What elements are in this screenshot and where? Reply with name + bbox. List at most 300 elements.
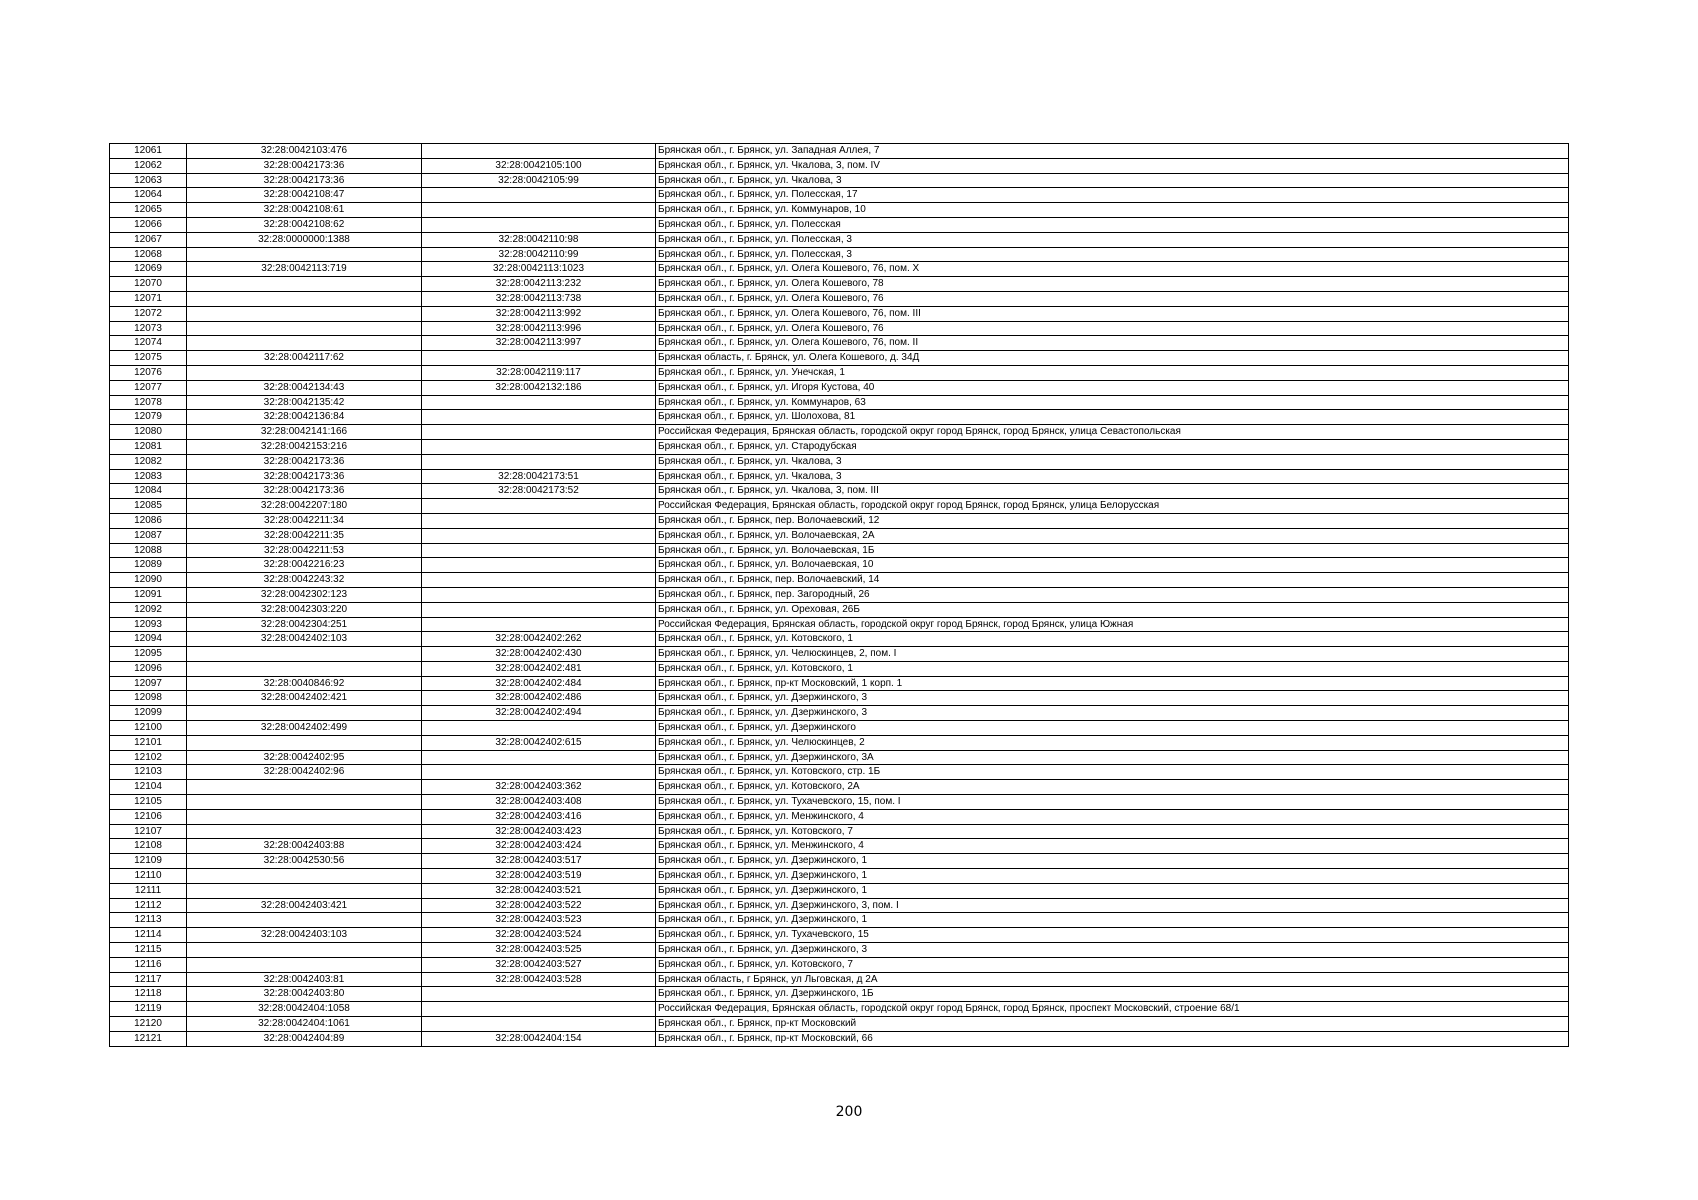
table-row: [110, 839, 1569, 854]
row-number-cell: 12105: [110, 795, 187, 810]
building-cadastral-number-cell: 32:28:0042402:481: [422, 661, 656, 676]
building-cadastral-number-cell: [422, 351, 656, 366]
table-row: [110, 173, 1569, 188]
table-row: [110, 351, 1569, 366]
row-number-cell: 12069: [110, 262, 187, 277]
building-cadastral-number-cell: 32:28:0042403:522: [422, 898, 656, 913]
address-cell: Брянская обл., г. Брянск, ул. Дзержинского, 1: [656, 854, 1569, 869]
land-cadastral-number-cell: 32:28:0042173:36: [187, 469, 422, 484]
row-number-cell: 12075: [110, 351, 187, 366]
address-cell: Брянская область, г Брянск, ул Льговская, д 2А: [656, 972, 1569, 987]
address-cell: Брянская обл., г. Брянск, ул. Дзержинского, 3: [656, 943, 1569, 958]
land-cadastral-number-cell: 32:28:0042404:89: [187, 1031, 422, 1046]
land-cadastral-number-cell: [187, 824, 422, 839]
building-cadastral-number-cell: 32:28:0042105:99: [422, 173, 656, 188]
table-row: [110, 1002, 1569, 1017]
row-number-cell: 12097: [110, 676, 187, 691]
row-number-cell: 12100: [110, 721, 187, 736]
row-number-cell: 12094: [110, 632, 187, 647]
land-cadastral-number-cell: 32:28:0042141:166: [187, 425, 422, 440]
table-row: [110, 232, 1569, 247]
row-number-cell: 12090: [110, 573, 187, 588]
row-number-cell: 12096: [110, 661, 187, 676]
land-cadastral-number-cell: [187, 706, 422, 721]
table-row: [110, 558, 1569, 573]
row-number-cell: 12120: [110, 1017, 187, 1032]
building-cadastral-number-cell: [422, 987, 656, 1002]
row-number-cell: 12095: [110, 647, 187, 662]
land-cadastral-number-cell: 32:28:0042403:103: [187, 928, 422, 943]
row-number-cell: 12110: [110, 869, 187, 884]
building-cadastral-number-cell: 32:28:0042132:186: [422, 380, 656, 395]
row-number-cell: 12079: [110, 410, 187, 425]
land-cadastral-number-cell: 32:28:0042108:61: [187, 203, 422, 218]
land-cadastral-number-cell: 32:28:0042402:499: [187, 721, 422, 736]
address-cell: Брянская обл., г. Брянск, ул. Котовского, 7: [656, 824, 1569, 839]
building-cadastral-number-cell: [422, 454, 656, 469]
building-cadastral-number-cell: 32:28:0042113:232: [422, 277, 656, 292]
table-row: [110, 454, 1569, 469]
land-cadastral-number-cell: 32:28:0042153:216: [187, 439, 422, 454]
table-row: [110, 809, 1569, 824]
address-cell: Брянская обл., г. Брянск, ул. Тухачевского, 15, пом. I: [656, 795, 1569, 810]
address-cell: Брянская обл., г. Брянск, ул. Полесская, 17: [656, 188, 1569, 203]
building-cadastral-number-cell: 32:28:0042173:52: [422, 484, 656, 499]
land-cadastral-number-cell: 32:28:0042243:32: [187, 573, 422, 588]
address-cell: Брянская обл., г. Брянск, ул. Чкалова, 3: [656, 469, 1569, 484]
land-cadastral-number-cell: 32:28:0042113:719: [187, 262, 422, 277]
land-cadastral-number-cell: 32:28:0042173:36: [187, 484, 422, 499]
building-cadastral-number-cell: 32:28:0042402:262: [422, 632, 656, 647]
land-cadastral-number-cell: 32:28:0042403:88: [187, 839, 422, 854]
table-row: [110, 336, 1569, 351]
row-number-cell: 12061: [110, 144, 187, 159]
building-cadastral-number-cell: 32:28:0042110:98: [422, 232, 656, 247]
land-cadastral-number-cell: [187, 365, 422, 380]
address-cell: Брянская обл., г. Брянск, ул. Дзержинского, 1: [656, 913, 1569, 928]
land-cadastral-number-cell: 32:28:0040846:92: [187, 676, 422, 691]
row-number-cell: 12107: [110, 824, 187, 839]
land-cadastral-number-cell: 32:28:0000000:1388: [187, 232, 422, 247]
building-cadastral-number-cell: [422, 587, 656, 602]
address-cell: Брянская обл., г. Брянск, ул. Менжинского, 4: [656, 839, 1569, 854]
land-cadastral-number-cell: [187, 735, 422, 750]
row-number-cell: 12065: [110, 203, 187, 218]
address-cell: Брянская обл., г. Брянск, ул. Коммунаров, 63: [656, 395, 1569, 410]
address-cell: Брянская обл., г. Брянск, пер. Волочаевский, 12: [656, 513, 1569, 528]
address-cell: Брянская обл., г. Брянск, ул. Дзержинского, 1: [656, 883, 1569, 898]
address-cell: Брянская обл., г. Брянск, ул. Олега Кошевого, 78: [656, 277, 1569, 292]
land-cadastral-number-cell: 32:28:0042404:1061: [187, 1017, 422, 1032]
table-row: [110, 913, 1569, 928]
table-row: [110, 735, 1569, 750]
row-number-cell: 12070: [110, 277, 187, 292]
building-cadastral-number-cell: 32:28:0042403:416: [422, 809, 656, 824]
table-row: [110, 395, 1569, 410]
address-cell: Российская Федерация, Брянская область, городской округ город Брянск, город Брянск, улица Белорусская: [656, 499, 1569, 514]
building-cadastral-number-cell: [422, 188, 656, 203]
land-cadastral-number-cell: 32:28:0042403:80: [187, 987, 422, 1002]
row-number-cell: 12121: [110, 1031, 187, 1046]
address-cell: Брянская обл., г. Брянск, ул. Котовского, 1: [656, 661, 1569, 676]
row-number-cell: 12086: [110, 513, 187, 528]
table-row: [110, 439, 1569, 454]
building-cadastral-number-cell: [422, 528, 656, 543]
address-cell: Брянская обл., г. Брянск, ул. Дзержинского, 3А: [656, 750, 1569, 765]
land-cadastral-number-cell: 32:28:0042207:180: [187, 499, 422, 514]
table-row: [110, 706, 1569, 721]
building-cadastral-number-cell: 32:28:0042403:525: [422, 943, 656, 958]
building-cadastral-number-cell: [422, 513, 656, 528]
table-row: [110, 721, 1569, 736]
row-number-cell: 12077: [110, 380, 187, 395]
land-cadastral-number-cell: 32:28:0042136:84: [187, 410, 422, 425]
address-cell: Брянская обл., г. Брянск, ул. Олега Кошевого, 76, пом. II: [656, 336, 1569, 351]
building-cadastral-number-cell: 32:28:0042105:100: [422, 158, 656, 173]
land-cadastral-number-cell: 32:28:0042103:476: [187, 144, 422, 159]
building-cadastral-number-cell: 32:28:0042403:517: [422, 854, 656, 869]
row-number-cell: 12064: [110, 188, 187, 203]
address-cell: Российская Федерация, Брянская область, городской округ город Брянск, город Брянск, улица Южная: [656, 617, 1569, 632]
row-number-cell: 12114: [110, 928, 187, 943]
land-cadastral-number-cell: 32:28:0042402:96: [187, 765, 422, 780]
building-cadastral-number-cell: [422, 410, 656, 425]
table-row: [110, 380, 1569, 395]
address-cell: Брянская обл., г. Брянск, ул. Челюскинцев, 2: [656, 735, 1569, 750]
row-number-cell: 12073: [110, 321, 187, 336]
building-cadastral-number-cell: 32:28:0042403:521: [422, 883, 656, 898]
address-cell: Российская Федерация, Брянская область, городской округ город Брянск, город Брянск, проспект Московский, строение 68/1: [656, 1002, 1569, 1017]
address-cell: Брянская обл., г. Брянск, ул. Полесская: [656, 217, 1569, 232]
table-row: [110, 277, 1569, 292]
address-cell: Брянская обл., г. Брянск, ул. Дзержинского, 3: [656, 706, 1569, 721]
table-row: [110, 1031, 1569, 1046]
table-row: [110, 854, 1569, 869]
row-number-cell: 12109: [110, 854, 187, 869]
table-row: [110, 780, 1569, 795]
address-cell: Брянская обл., г. Брянск, ул. Олега Кошевого, 76: [656, 291, 1569, 306]
land-cadastral-number-cell: 32:28:0042135:42: [187, 395, 422, 410]
row-number-cell: 12101: [110, 735, 187, 750]
building-cadastral-number-cell: [422, 395, 656, 410]
row-number-cell: 12099: [110, 706, 187, 721]
land-cadastral-number-cell: [187, 869, 422, 884]
address-cell: Брянская обл., г. Брянск, пр-кт Московский, 66: [656, 1031, 1569, 1046]
table-row: [110, 499, 1569, 514]
address-cell: Брянская обл., г. Брянск, ул. Шолохова, 81: [656, 410, 1569, 425]
building-cadastral-number-cell: 32:28:0042403:527: [422, 957, 656, 972]
row-number-cell: 12062: [110, 158, 187, 173]
table-row: [110, 765, 1569, 780]
table-row: [110, 617, 1569, 632]
row-number-cell: 12115: [110, 943, 187, 958]
land-cadastral-number-cell: [187, 913, 422, 928]
land-cadastral-number-cell: 32:28:0042117:62: [187, 351, 422, 366]
table-row: [110, 795, 1569, 810]
row-number-cell: 12103: [110, 765, 187, 780]
building-cadastral-number-cell: 32:28:0042402:430: [422, 647, 656, 662]
table-row: [110, 987, 1569, 1002]
row-number-cell: 12084: [110, 484, 187, 499]
row-number-cell: 12119: [110, 1002, 187, 1017]
table-row: [110, 1017, 1569, 1032]
address-cell: Брянская обл., г. Брянск, пер. Волочаевский, 14: [656, 573, 1569, 588]
building-cadastral-number-cell: [422, 543, 656, 558]
land-cadastral-number-cell: [187, 336, 422, 351]
building-cadastral-number-cell: 32:28:0042113:997: [422, 336, 656, 351]
building-cadastral-number-cell: 32:28:0042403:408: [422, 795, 656, 810]
table-row: [110, 469, 1569, 484]
row-number-cell: 12067: [110, 232, 187, 247]
table-row: [110, 188, 1569, 203]
land-cadastral-number-cell: [187, 883, 422, 898]
table-row: [110, 425, 1569, 440]
building-cadastral-number-cell: 32:28:0042113:738: [422, 291, 656, 306]
row-number-cell: 12071: [110, 291, 187, 306]
row-number-cell: 12118: [110, 987, 187, 1002]
address-cell: Брянская обл., г. Брянск, ул. Челюскинцев, 2, пом. I: [656, 647, 1569, 662]
land-cadastral-number-cell: 32:28:0042173:36: [187, 173, 422, 188]
table-row: [110, 824, 1569, 839]
address-cell: Брянская обл., г. Брянск, пер. Загородный, 26: [656, 587, 1569, 602]
building-cadastral-number-cell: [422, 765, 656, 780]
land-cadastral-number-cell: [187, 780, 422, 795]
land-cadastral-number-cell: 32:28:0042211:35: [187, 528, 422, 543]
address-cell: Брянская обл., г. Брянск, ул. Волочаевская, 1Б: [656, 543, 1569, 558]
building-cadastral-number-cell: [422, 721, 656, 736]
address-cell: Брянская область, г. Брянск, ул. Олега Кошевого, д. 34Д: [656, 351, 1569, 366]
address-cell: Брянская обл., г. Брянск, ул. Дзержинского, 3, пом. I: [656, 898, 1569, 913]
land-cadastral-number-cell: 32:28:0042402:421: [187, 691, 422, 706]
land-cadastral-number-cell: 32:28:0042403:421: [187, 898, 422, 913]
address-cell: Брянская обл., г. Брянск, ул. Ореховая, 26Б: [656, 602, 1569, 617]
building-cadastral-number-cell: 32:28:0042404:154: [422, 1031, 656, 1046]
table-row: [110, 158, 1569, 173]
building-cadastral-number-cell: 32:28:0042119:117: [422, 365, 656, 380]
row-number-cell: 12093: [110, 617, 187, 632]
table-row: [110, 410, 1569, 425]
row-number-cell: 12102: [110, 750, 187, 765]
building-cadastral-number-cell: [422, 425, 656, 440]
building-cadastral-number-cell: [422, 1017, 656, 1032]
land-cadastral-number-cell: 32:28:0042216:23: [187, 558, 422, 573]
land-cadastral-number-cell: 32:28:0042403:81: [187, 972, 422, 987]
address-cell: Брянская обл., г. Брянск, ул. Унечская, 1: [656, 365, 1569, 380]
table-row: [110, 602, 1569, 617]
row-number-cell: 12068: [110, 247, 187, 262]
land-cadastral-number-cell: 32:28:0042108:47: [187, 188, 422, 203]
address-cell: Брянская обл., г. Брянск, ул. Чкалова, 3, пом. III: [656, 484, 1569, 499]
land-cadastral-number-cell: 32:28:0042211:53: [187, 543, 422, 558]
land-cadastral-number-cell: 32:28:0042108:62: [187, 217, 422, 232]
building-cadastral-number-cell: 32:28:0042113:992: [422, 306, 656, 321]
building-cadastral-number-cell: 32:28:0042110:99: [422, 247, 656, 262]
address-cell: Брянская обл., г. Брянск, ул. Западная Аллея, 7: [656, 144, 1569, 159]
table-row: [110, 632, 1569, 647]
row-number-cell: 12098: [110, 691, 187, 706]
address-cell: Брянская обл., г. Брянск, ул. Дзержинского, 3: [656, 691, 1569, 706]
address-cell: Брянская обл., г. Брянск, ул. Игоря Кустова, 40: [656, 380, 1569, 395]
address-cell: Брянская обл., г. Брянск, ул. Котовского, 2А: [656, 780, 1569, 795]
land-cadastral-number-cell: [187, 247, 422, 262]
table-row: [110, 676, 1569, 691]
table-row: [110, 365, 1569, 380]
address-cell: Брянская обл., г. Брянск, ул. Дзержинского, 1Б: [656, 987, 1569, 1002]
address-cell: Брянская обл., г. Брянск, ул. Котовского, 1: [656, 632, 1569, 647]
building-cadastral-number-cell: 32:28:0042113:996: [422, 321, 656, 336]
address-cell: Брянская обл., г. Брянск, ул. Чкалова, 3: [656, 454, 1569, 469]
address-cell: Брянская обл., г. Брянск, ул. Тухачевского, 15: [656, 928, 1569, 943]
table-row: [110, 306, 1569, 321]
row-number-cell: 12082: [110, 454, 187, 469]
address-cell: Брянская обл., г. Брянск, ул. Волочаевская, 10: [656, 558, 1569, 573]
address-cell: Брянская обл., г. Брянск, ул. Полесская, 3: [656, 247, 1569, 262]
building-cadastral-number-cell: 32:28:0042402:615: [422, 735, 656, 750]
land-cadastral-number-cell: [187, 306, 422, 321]
building-cadastral-number-cell: [422, 750, 656, 765]
building-cadastral-number-cell: 32:28:0042403:519: [422, 869, 656, 884]
land-cadastral-number-cell: 32:28:0042304:251: [187, 617, 422, 632]
building-cadastral-number-cell: 32:28:0042173:51: [422, 469, 656, 484]
building-cadastral-number-cell: [422, 573, 656, 588]
table-row: [110, 957, 1569, 972]
row-number-cell: 12111: [110, 883, 187, 898]
land-cadastral-number-cell: [187, 943, 422, 958]
row-number-cell: 12087: [110, 528, 187, 543]
land-cadastral-number-cell: [187, 321, 422, 336]
row-number-cell: 12089: [110, 558, 187, 573]
building-cadastral-number-cell: [422, 602, 656, 617]
address-cell: Брянская обл., г. Брянск, пр-кт Московский, 1 корп. 1: [656, 676, 1569, 691]
land-cadastral-number-cell: [187, 809, 422, 824]
table-row: [110, 513, 1569, 528]
address-cell: Брянская обл., г. Брянск, ул. Дзержинского: [656, 721, 1569, 736]
row-number-cell: 12066: [110, 217, 187, 232]
table-row: [110, 943, 1569, 958]
land-cadastral-number-cell: 32:28:0042402:95: [187, 750, 422, 765]
table-row: [110, 883, 1569, 898]
building-cadastral-number-cell: [422, 144, 656, 159]
row-number-cell: 12113: [110, 913, 187, 928]
row-number-cell: 12106: [110, 809, 187, 824]
address-cell: Брянская обл., г. Брянск, ул. Коммунаров, 10: [656, 203, 1569, 218]
land-cadastral-number-cell: [187, 957, 422, 972]
table-row: [110, 898, 1569, 913]
building-cadastral-number-cell: 32:28:0042403:524: [422, 928, 656, 943]
table-row: [110, 750, 1569, 765]
building-cadastral-number-cell: [422, 203, 656, 218]
building-cadastral-number-cell: 32:28:0042403:528: [422, 972, 656, 987]
land-cadastral-number-cell: 32:28:0042173:36: [187, 158, 422, 173]
row-number-cell: 12072: [110, 306, 187, 321]
table-row: [110, 543, 1569, 558]
table-row: [110, 972, 1569, 987]
building-cadastral-number-cell: [422, 217, 656, 232]
address-cell: Брянская обл., г. Брянск, ул. Менжинского, 4: [656, 809, 1569, 824]
building-cadastral-number-cell: [422, 1002, 656, 1017]
land-cadastral-number-cell: 32:28:0042302:123: [187, 587, 422, 602]
address-cell: Брянская обл., г. Брянск, ул. Стародубская: [656, 439, 1569, 454]
address-cell: Брянская обл., г. Брянск, ул. Олега Кошевого, 76, пом. III: [656, 306, 1569, 321]
table-row: [110, 291, 1569, 306]
table-row: [110, 661, 1569, 676]
cadastral-register-table: [109, 143, 1569, 1047]
land-cadastral-number-cell: [187, 661, 422, 676]
table-row: [110, 484, 1569, 499]
building-cadastral-number-cell: 32:28:0042402:484: [422, 676, 656, 691]
address-cell: Брянская обл., г. Брянск, ул. Котовского, 7: [656, 957, 1569, 972]
address-cell: Брянская обл., г. Брянск, ул. Чкалова, 3: [656, 173, 1569, 188]
building-cadastral-number-cell: 32:28:0042402:486: [422, 691, 656, 706]
row-number-cell: 12117: [110, 972, 187, 987]
address-cell: Брянская обл., г. Брянск, ул. Олега Кошевого, 76: [656, 321, 1569, 336]
row-number-cell: 12074: [110, 336, 187, 351]
row-number-cell: 12092: [110, 602, 187, 617]
row-number-cell: 12076: [110, 365, 187, 380]
table-row: [110, 262, 1569, 277]
address-cell: Российская Федерация, Брянская область, городской округ город Брянск, город Брянск, улица Севастопольская: [656, 425, 1569, 440]
building-cadastral-number-cell: 32:28:0042403:424: [422, 839, 656, 854]
address-cell: Брянская обл., г. Брянск, ул. Волочаевская, 2А: [656, 528, 1569, 543]
table-row: [110, 247, 1569, 262]
page-number: 200: [835, 1104, 863, 1120]
table-row: [110, 528, 1569, 543]
row-number-cell: 12091: [110, 587, 187, 602]
building-cadastral-number-cell: 32:28:0042403:362: [422, 780, 656, 795]
land-cadastral-number-cell: 32:28:0042303:220: [187, 602, 422, 617]
table-body: [110, 144, 1569, 1047]
row-number-cell: 12088: [110, 543, 187, 558]
table-row: [110, 321, 1569, 336]
address-cell: Брянская обл., г. Брянск, ул. Полесская, 3: [656, 232, 1569, 247]
building-cadastral-number-cell: [422, 617, 656, 632]
row-number-cell: 12085: [110, 499, 187, 514]
land-cadastral-number-cell: 32:28:0042173:36: [187, 454, 422, 469]
table-row: [110, 573, 1569, 588]
building-cadastral-number-cell: [422, 558, 656, 573]
land-cadastral-number-cell: 32:28:0042134:43: [187, 380, 422, 395]
building-cadastral-number-cell: [422, 499, 656, 514]
row-number-cell: 12112: [110, 898, 187, 913]
address-cell: Брянская обл., г. Брянск, ул. Олега Кошевого, 76, пом. X: [656, 262, 1569, 277]
land-cadastral-number-cell: 32:28:0042402:103: [187, 632, 422, 647]
table-row: [110, 144, 1569, 159]
land-cadastral-number-cell: 32:28:0042211:34: [187, 513, 422, 528]
building-cadastral-number-cell: 32:28:0042403:523: [422, 913, 656, 928]
row-number-cell: 12078: [110, 395, 187, 410]
table-row: [110, 587, 1569, 602]
land-cadastral-number-cell: [187, 795, 422, 810]
row-number-cell: 12081: [110, 439, 187, 454]
row-number-cell: 12083: [110, 469, 187, 484]
table-row: [110, 217, 1569, 232]
land-cadastral-number-cell: 32:28:0042404:1058: [187, 1002, 422, 1017]
table-row: [110, 869, 1569, 884]
building-cadastral-number-cell: 32:28:0042113:1023: [422, 262, 656, 277]
building-cadastral-number-cell: 32:28:0042402:494: [422, 706, 656, 721]
table-row: [110, 647, 1569, 662]
address-cell: Брянская обл., г. Брянск, ул. Котовского, стр. 1Б: [656, 765, 1569, 780]
row-number-cell: 12108: [110, 839, 187, 854]
land-cadastral-number-cell: [187, 647, 422, 662]
table-row: [110, 203, 1569, 218]
building-cadastral-number-cell: [422, 439, 656, 454]
land-cadastral-number-cell: [187, 277, 422, 292]
address-cell: Брянская обл., г. Брянск, ул. Чкалова, 3, пом. IV: [656, 158, 1569, 173]
table-row: [110, 928, 1569, 943]
table-row: [110, 691, 1569, 706]
row-number-cell: 12063: [110, 173, 187, 188]
